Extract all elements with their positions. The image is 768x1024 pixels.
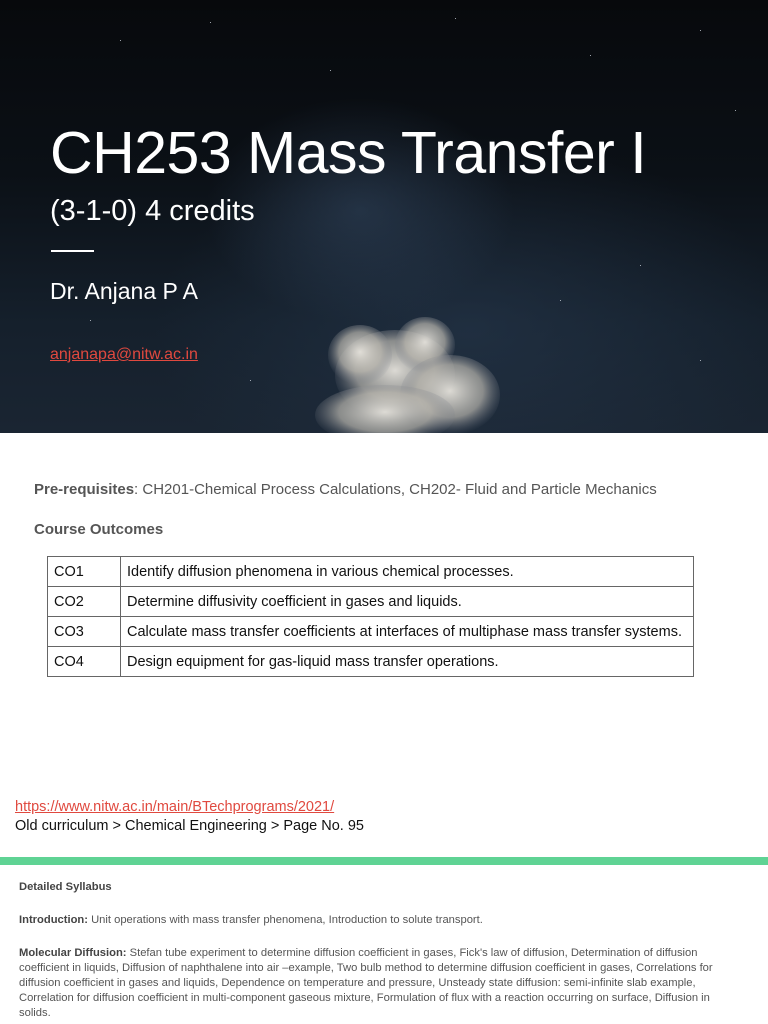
outcome-text: Identify diffusion phenomena in various chemical processes. bbox=[121, 557, 694, 587]
table-row bbox=[48, 617, 694, 647]
introduction-text: Unit operations with mass transfer phenomena, Introduction to solute transport. bbox=[87, 914, 483, 926]
outcome-text: Design equipment for gas-liquid mass transfer operations. bbox=[121, 647, 694, 677]
section-divider-bar bbox=[0, 857, 768, 865]
star bbox=[700, 360, 701, 361]
outcome-code: CO3 bbox=[48, 617, 121, 647]
table-row bbox=[48, 647, 694, 677]
prerequisites-label: Pre-requisites bbox=[34, 481, 135, 498]
introduction-label: Introduction: bbox=[19, 914, 88, 926]
prerequisites-text: : CH201-Chemical Process Calculations, CH202- Fluid and Particle Mechanics bbox=[134, 481, 657, 498]
syllabus-heading: Detailed Syllabus bbox=[19, 881, 112, 893]
course-credits: (3-1-0) 4 credits bbox=[50, 195, 255, 227]
star bbox=[700, 30, 701, 31]
cloud-image bbox=[300, 300, 520, 433]
star bbox=[590, 55, 591, 56]
star bbox=[640, 265, 641, 266]
course-outcomes-heading: Course Outcomes bbox=[34, 521, 164, 538]
title-slide bbox=[0, 0, 768, 433]
title-divider bbox=[51, 250, 94, 252]
syllabus-molecular-diffusion bbox=[19, 946, 743, 1021]
star bbox=[735, 110, 736, 111]
star bbox=[560, 300, 561, 301]
instructor-email-link[interactable]: anjanapa@nitw.ac.in bbox=[50, 346, 198, 363]
outcome-code: CO1 bbox=[48, 557, 121, 587]
star bbox=[210, 22, 211, 23]
star bbox=[330, 70, 331, 71]
syllabus-introduction bbox=[19, 913, 743, 928]
table-row bbox=[48, 557, 694, 587]
outcome-text: Calculate mass transfer coefficients at interfaces of multiphase mass transfer systems. bbox=[121, 617, 694, 647]
prerequisites bbox=[34, 480, 657, 500]
outcome-code: CO2 bbox=[48, 587, 121, 617]
course-title: CH253 Mass Transfer I bbox=[50, 120, 647, 186]
star bbox=[90, 320, 91, 321]
table-row bbox=[48, 587, 694, 617]
curriculum-path: Old curriculum > Chemical Engineering > Page No. 95 bbox=[15, 818, 364, 834]
curriculum-link[interactable]: https://www.nitw.ac.in/main/BTechprograms/2021/ bbox=[15, 799, 335, 815]
star bbox=[120, 40, 121, 41]
molecular-diffusion-label: Molecular Diffusion: bbox=[19, 947, 127, 959]
course-outcomes-table bbox=[47, 556, 694, 677]
instructor-name: Dr. Anjana P A bbox=[50, 278, 198, 304]
star bbox=[455, 18, 456, 19]
molecular-diffusion-text: Stefan tube experiment to determine diffusion coefficient in gases, Fick's law of diffusion, Determination of diffusion coefficient in liquids, Diffusion of naphthalene into air –example, Two bulb method to determine diffusion coefficient in gases, Correlations for diffusion coefficient in gases and liquids, Dependence on temperature and pressure, Unsteady state diffusion: semi-infinite slab example, Correlation for diffusion coefficient in multi-component gaseous mixture, Formulation of flux with a reaction occurring on surface, Diffusion in solids. bbox=[19, 947, 713, 1019]
outcome-code: CO4 bbox=[48, 647, 121, 677]
outcome-text: Determine diffusivity coefficient in gases and liquids. bbox=[121, 587, 694, 617]
star bbox=[250, 380, 251, 381]
